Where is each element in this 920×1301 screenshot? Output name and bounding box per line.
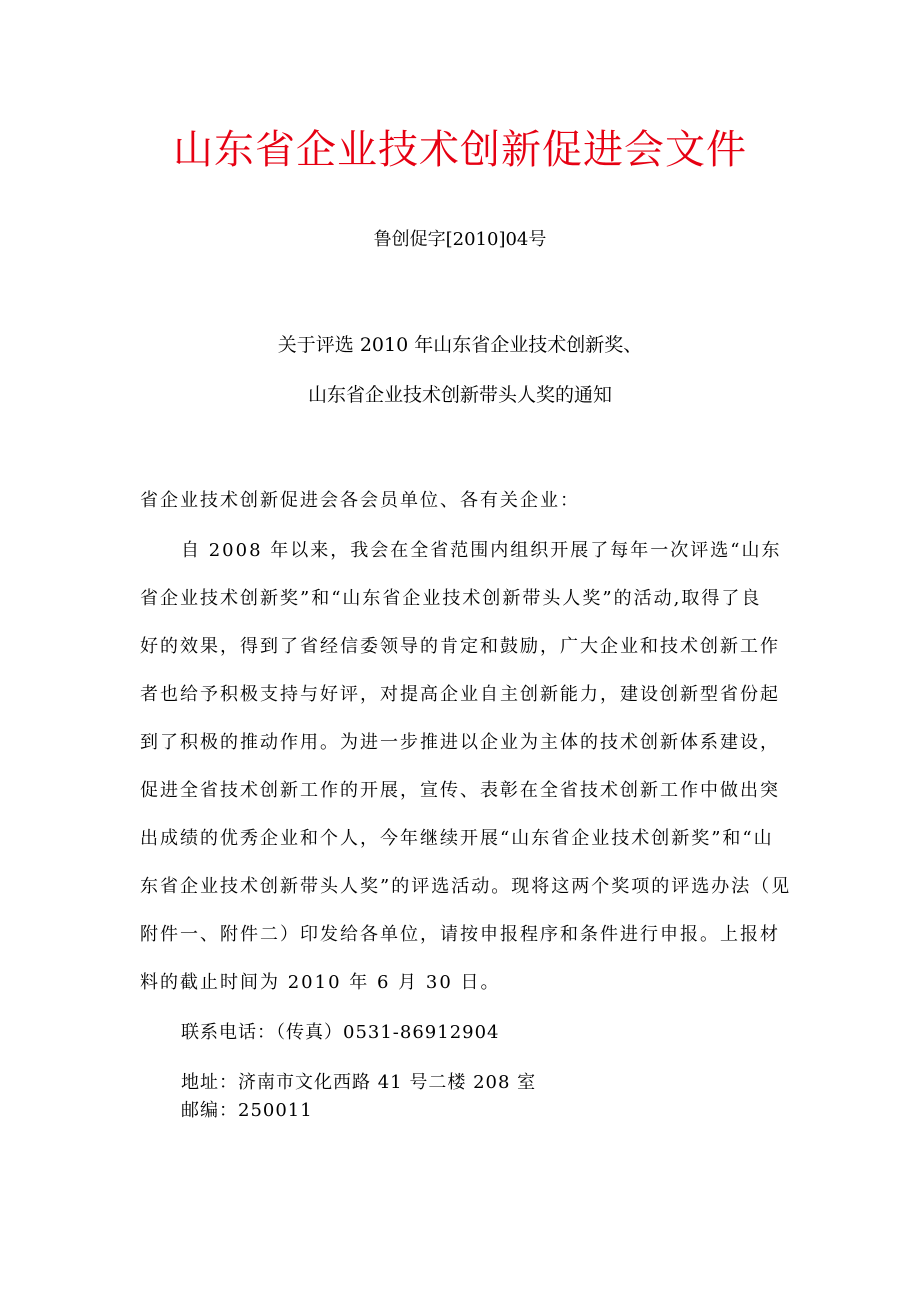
salutation: 省企业技术创新促进会各会员单位、各有关企业： <box>140 490 580 511</box>
notice-title-line-1: 关于评选 2010 年山东省企业技术创新奖、 <box>277 334 643 356</box>
body-line: 促进全省技术创新工作的开展，宣传、表彰在全省技术创新工作中做出突 <box>140 780 780 801</box>
document-title: 山东省企业技术创新促进会文件 <box>173 127 747 173</box>
notice-title-line-2: 山东省企业技术创新带头人奖的通知 <box>307 384 612 406</box>
contact-postcode: 邮编：250011 <box>181 1100 313 1121</box>
body-line: 好的效果，得到了省经信委领导的肯定和鼓励，广大企业和技术创新工作 <box>140 636 780 657</box>
body-line: 自 2008 年以来，我会在全省范围内组织开展了每年一次评选“山东 <box>181 540 782 561</box>
body-line: 者也给予积极支持与好评，对提高企业自主创新能力，建设创新型省份起 <box>140 684 780 705</box>
body-line: 出成绩的优秀企业和个人，今年继续开展“山东省企业技术创新奖”和“山 <box>140 828 774 849</box>
body-line: 到了积极的推动作用。为进一步推进以企业为主体的技术创新体系建设， <box>140 732 780 753</box>
document-number: 鲁创促字[2010]04号 <box>373 229 547 250</box>
body-line: 东省企业技术创新带头人奖”的评选活动。现将这两个奖项的评选办法（见 <box>140 876 792 897</box>
contact-address: 地址：济南市文化西路 41 号二楼 208 室 <box>181 1072 537 1093</box>
body-line: 省企业技术创新奖”和“山东省企业技术创新带头人奖”的活动,取得了良 <box>140 588 762 609</box>
body-line: 附件一、附件二）印发给各单位，请按申报程序和条件进行申报。上报材 <box>140 924 780 945</box>
body-line: 料的截止时间为 2010 年 6 月 30 日。 <box>140 972 501 993</box>
contact-phone: 联系电话：（传真）0531-86912904 <box>181 1022 500 1043</box>
